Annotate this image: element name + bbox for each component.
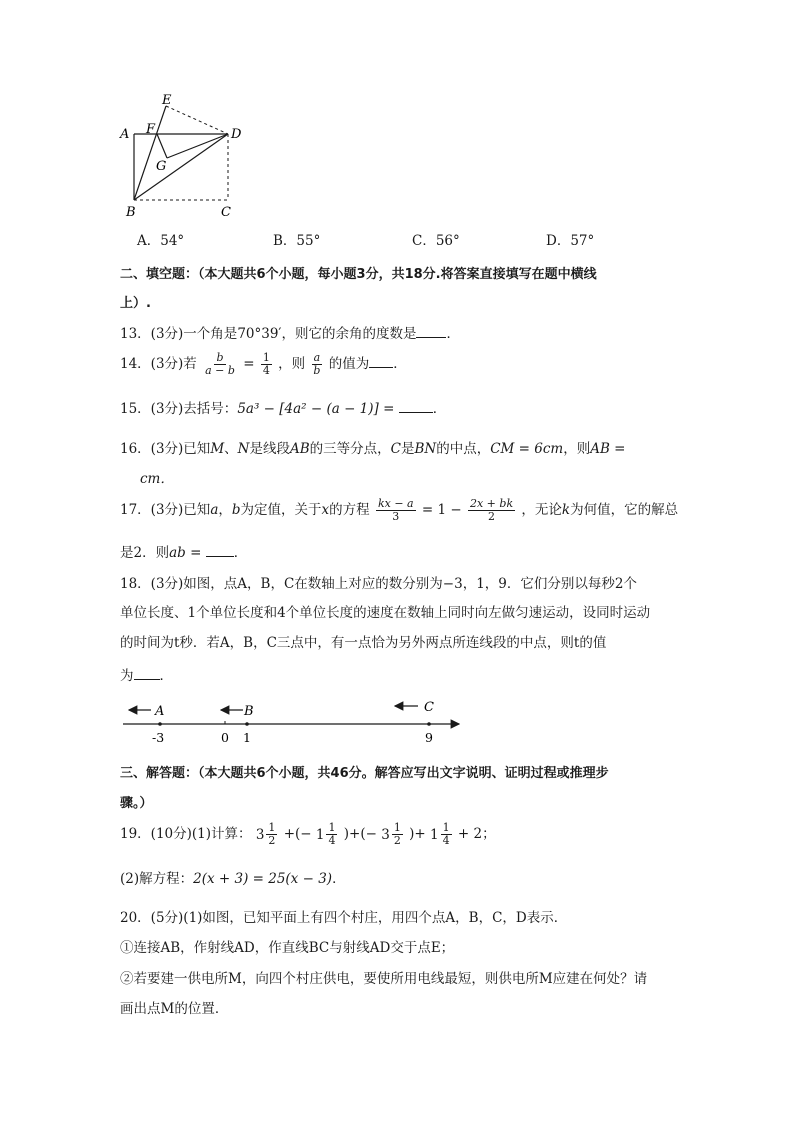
question-20-line2: ①连接AB，作射线AD，作直线BC与射线AD交于点E； [120, 940, 455, 956]
nl-value-A: -3 [152, 730, 165, 745]
option-d: D．57° [546, 233, 595, 249]
point-B [245, 722, 249, 726]
question-17-line2: 是2．则ab = ． [120, 545, 248, 561]
section3-heading-line1: 三、解答题：（本大题共6个小题，共46分。解答应写出文字说明、证明过程或推理步 [120, 766, 609, 781]
question-20-line3: ②若要建一供电所M，向四个村庄供电，要使所用电线最短，则供电所M应建在何处？请 [120, 971, 648, 987]
number-line-figure [115, 692, 475, 750]
label-A: A [120, 127, 130, 142]
question-18-line4: 为 ． [120, 668, 173, 684]
label-E: E [162, 93, 172, 108]
nl-label-C: C [424, 700, 434, 715]
question-16-line1: 16．(3分)已知M、N是线段AB的三等分点，C是BN的中点，CM = 6cm，则AB = [120, 441, 626, 457]
question-14: 14．(3分)若 $\frac{b}{a - b}$ = $\frac{1}{4}$ ，则 $\frac{a}{b}$ 的值为 ． [120, 351, 407, 377]
label-F: F [146, 122, 156, 137]
question-19-part1: 19．(10分)(1)计算： 3 $\frac{1}{2}$ +(− 1 $\frac{1}{4}$ )+(− 3 $\frac{1}{2}$ )+ 1 $\frac{1}{4}$ + 2； [120, 821, 496, 847]
rectangle-fold-figure [110, 92, 260, 222]
nl-value-C: 9 [425, 730, 433, 745]
label-C: C [221, 205, 231, 220]
point-A [158, 722, 162, 726]
nl-value-B: 1 [243, 730, 251, 745]
label-D: D [231, 127, 242, 142]
question-19-part2: (2)解方程：2(x + 3) = 25(x − 3)． [120, 871, 346, 887]
section2-heading-line2: 上）. [120, 296, 151, 311]
option-b: B．55° [273, 233, 321, 249]
nl-label-B: B [244, 704, 254, 719]
question-18-line3: 的时间为t秒．若A，B，C三点中，有一点恰为另外两点所连线段的中点，则t的值 [120, 635, 607, 651]
question-16-line2: cm． [140, 471, 174, 487]
label-G: G [156, 159, 167, 174]
nl-label-A: A [155, 704, 165, 719]
option-a: A．54° [137, 233, 185, 249]
question-20-line1: 20．(5分)(1)如图，已知平面上有四个村庄，用四个点A，B，C，D表示． [120, 910, 568, 926]
question-15: 15．(3分)去括号：5a³ − [4a² − (a − 1)] = ． [120, 401, 447, 417]
option-c: C．56° [412, 233, 460, 249]
section3-heading-line2: 骤。） [120, 796, 153, 811]
question-20-line4: 画出点M的位置． [120, 1001, 229, 1017]
question-13: 13．(3分)一个角是70°39′，则它的余角的度数是 ． [120, 326, 460, 342]
question-17-line1: 17．(3分)已知a，b为定值，关于x的方程 $\frac{kx - a}{3}$ = 1 − $\frac{2x + bk}{2}$ ，无论k为何值，它的解总 [120, 497, 679, 523]
section2-heading-line1: 二、填空题：（本大题共6个小题，每小题3分，共18分.将答案直接填写在题中横线 [120, 267, 597, 282]
question-18-line2: 单位长度、1个单位长度和4个单位长度的速度在数轴上同时向左做匀速运动，设同时运动 [120, 605, 651, 621]
nl-value-0: 0 [221, 730, 229, 745]
point-C [427, 722, 431, 726]
label-B: B [126, 205, 136, 220]
question-18-line1: 18．(3分)如图，点A，B，C在数轴上对应的数分别为−3，1，9．它们分别以每秒2个 [120, 576, 637, 592]
